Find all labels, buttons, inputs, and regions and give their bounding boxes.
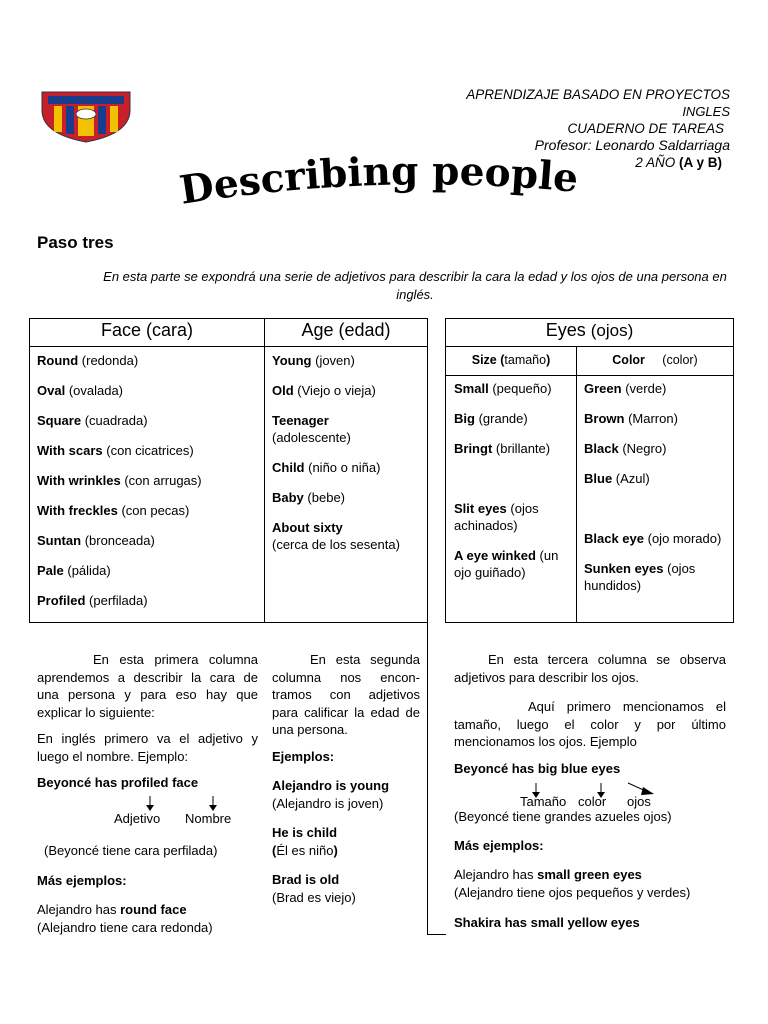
header-notebook: CUADERNO DE TAREAS xyxy=(567,121,724,136)
face-item: Square (cuadrada) xyxy=(37,413,148,428)
face-item: Oval (ovalada) xyxy=(37,383,124,398)
size-list xyxy=(454,380,574,594)
age-example-3: Brad is old (Brad es viejo) xyxy=(272,872,356,905)
eyes-subhead-rule xyxy=(445,375,733,376)
eyes-explanation-p2: Aquí primero mencionamos el tamaño, luego el color y por último mencionamos los ojos. Ejemplo xyxy=(454,699,726,749)
age-example-2: He is child (Él es niño) xyxy=(272,825,338,858)
table-top-right xyxy=(445,318,733,319)
eyes-example: Beyoncé has big blue eyes xyxy=(454,760,621,776)
header-teacher: Profesor: Leonardo Saldarriaga xyxy=(534,137,730,153)
face-column-header: Face (cara) xyxy=(100,320,194,340)
eyes-example-3: Shakira has small yellow eyes xyxy=(454,915,640,930)
face-explanation xyxy=(37,651,258,792)
label-tamano: Tamaño xyxy=(520,794,567,809)
age-column-header: Age (edad) xyxy=(301,320,391,340)
color-item: Sunken eyes (ojos hundidos) xyxy=(584,561,696,593)
table-left-edge xyxy=(29,318,30,623)
face-explanation-p2: En inglés primero va el adjetivo y luego el nombre. Ejemplo: xyxy=(37,731,258,764)
eyes-column-header: Eyes (ojos) xyxy=(545,320,634,340)
color-item: Brown (Marron) xyxy=(584,411,678,426)
intro-text: En esta parte se expondrá una serie de adjetivos para describir la cara la edad y los ojos de una persona en inglés. xyxy=(103,269,727,302)
table-bottom-right xyxy=(445,622,733,623)
color-list xyxy=(584,380,724,607)
face-example-2: Alejandro has round face (Alejandro tiene cara redonda) xyxy=(37,902,213,935)
label-adjetivo: Adjetivo xyxy=(114,811,161,826)
face-item: Profiled (perfilada) xyxy=(37,593,148,608)
age-explanation-p1: En esta segunda columna nos encon-tramos con adjetivos para calificar la edad de una persona. xyxy=(272,652,420,737)
label-nombre: Nombre xyxy=(185,811,232,826)
page-title xyxy=(176,148,581,220)
color-subheader: Color (color) xyxy=(612,353,698,367)
eyes-example-translation: (Beyoncé tiene grandes azueles ojos) xyxy=(454,809,672,824)
size-subheader: Size (tamaño) xyxy=(471,353,551,367)
school-logo xyxy=(38,88,134,144)
page-title-text: Describing people xyxy=(176,148,581,214)
age-item: About sixty (cerca de los sesenta) xyxy=(272,520,400,552)
color-item: Blue (Azul) xyxy=(584,471,650,486)
face-item: Pale (pálida) xyxy=(37,563,111,578)
table-divider-size-color xyxy=(576,346,577,623)
age-item: Teenager (adolescente) xyxy=(272,413,351,445)
face-example-translation: (Beyoncé tiene cara perfilada) xyxy=(44,843,218,858)
table-divider-face-age xyxy=(264,318,265,623)
eyes-example-2: Alejandro has small green eyes (Alejandro tiene ojos pequeños y verdes) xyxy=(454,867,691,900)
eyes-explanation-p1: En esta tercera columna se observa adjetivos para describir los ojos. xyxy=(454,652,726,685)
table-long-divider-foot xyxy=(427,934,446,935)
age-item: Young (joven) xyxy=(272,353,355,368)
label-ojos: ojos xyxy=(627,794,651,809)
face-item: With scars (con cicatrices) xyxy=(37,443,194,458)
face-explanation-p1: En esta primera columna aprendemos a describir la cara de una persona y para eso hay que explicar lo siguiente: xyxy=(37,652,258,720)
color-item: Black (Negro) xyxy=(584,441,667,456)
table-head-rule-right xyxy=(445,346,733,347)
eyes-explanation xyxy=(454,651,726,777)
face-item: Round (redonda) xyxy=(37,353,139,368)
face-example: Beyoncé has profiled face xyxy=(37,775,199,790)
color-item: Black eye (ojo morado) xyxy=(584,531,722,546)
face-item: Suntan (bronceada) xyxy=(37,533,155,548)
age-item: Child (niño o niña) xyxy=(272,460,381,475)
table-bottom-left xyxy=(29,622,427,623)
color-item: Green (verde) xyxy=(584,381,667,396)
table-top-left xyxy=(29,318,427,319)
size-item: Slit eyes (ojos achinados) xyxy=(454,501,539,533)
face-list xyxy=(37,352,262,622)
age-explanation xyxy=(272,651,420,915)
age-examples-heading: Ejemplos: xyxy=(272,748,335,764)
header-program: APRENDIZAJE BASADO EN PROYECTOS xyxy=(466,87,730,102)
size-item: Small (pequeño) xyxy=(454,381,552,396)
age-list xyxy=(272,352,424,566)
face-item: With freckles (con pecas) xyxy=(37,503,190,518)
size-item: A eye winked (un ojo guiñado) xyxy=(454,548,559,580)
size-item: Big (grande) xyxy=(454,411,528,426)
svg-text:Describing people xyxy=(177,148,580,214)
header-grade: 2 AÑO (A y B) xyxy=(635,155,722,170)
size-item: Bringt (brillante) xyxy=(454,441,551,456)
eyes-more-examples: Más ejemplos: xyxy=(454,838,544,853)
face-item: With wrinkles (con arrugas) xyxy=(37,473,202,488)
table-right-edge xyxy=(733,318,734,623)
table-long-divider xyxy=(427,318,428,935)
label-color: color xyxy=(578,794,607,809)
age-example-1: Alejandro is young (Alejandro is joven) xyxy=(272,778,390,811)
table-head-rule-left xyxy=(29,346,427,347)
age-item: Old (Viejo o vieja) xyxy=(272,383,376,398)
section-heading: Paso tres xyxy=(37,233,114,252)
face-more-examples: Más ejemplos: xyxy=(37,873,127,888)
age-item: Baby (bebe) xyxy=(272,490,345,505)
header-subject: INGLES xyxy=(682,104,730,119)
